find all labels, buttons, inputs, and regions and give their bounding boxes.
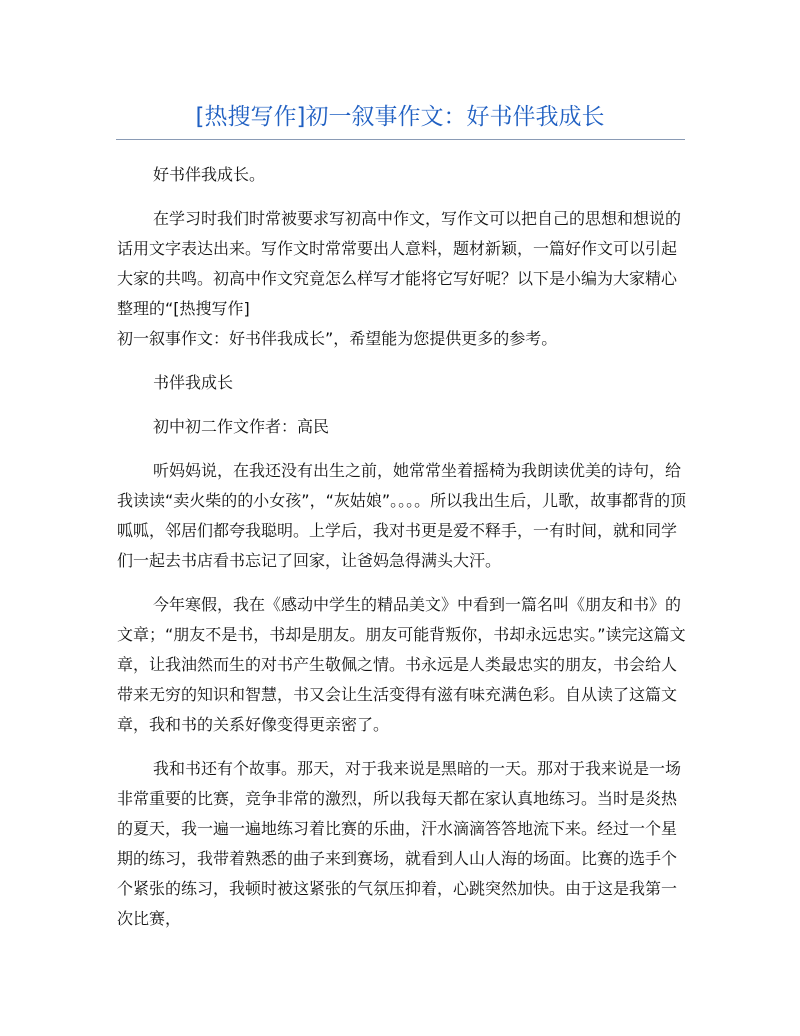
paragraph-text: 听妈妈说，在我还没有出生之前，她常常坐着摇椅为我朗读优美的诗句，给我读读“卖火柴的的小女孩”，“灰姑娘”。。。。所以我出生后，儿歌，故事都背的顶呱呱，邻居们都夸我聪明。上学后，我对书更是爱不释手，一有时间，就和同学们一起去书店看书忘记了回家，让爸妈急得满头大汗。 — [117, 461, 687, 570]
paragraph — [117, 754, 689, 934]
document-body — [117, 160, 689, 948]
title-divider — [116, 139, 685, 140]
paragraph-text: 初中初二作文作者：高民 — [153, 417, 330, 436]
paragraph — [117, 204, 689, 354]
paragraph-text: 在学习时我们时常被要求写初高中作文，写作文可以把自己的思想和想说的话用文字表达出来。写作文时常常要出人意料，题材新颖，一篇好作文可以引起大家的共鸣。初高中作文究竟怎么样写才能将它写好呢？以下是小编为大家精心整理的“[热搜写作] — [117, 209, 682, 318]
document-title: [热搜写作]初一叙事作文：好书伴我成长 — [195, 104, 605, 130]
paragraph — [117, 456, 689, 576]
paragraph-text: 今年寒假，我在《感动中学生的精品美文》中看到一篇名叫《朋友和书》的文章；“朋友不是书，书却是朋友。朋友可能背叛你，书却永远忠实。”读完这篇文章，让我油然而生的对书产生敬佩之情。书永远是人类最忠实的朋友，书会给人带来无穷的知识和智慧，书又会让生活变得有滋有味充满色彩。自从读了这篇文章，我和书的关系好像变得更亲密了。 — [117, 595, 686, 734]
paragraph — [117, 590, 689, 740]
paragraph-text: 好书伴我成长。 — [153, 165, 266, 184]
paragraph-text: 书伴我成长 — [153, 373, 234, 392]
paragraph-text: 我和书还有个故事。那天，对于我来说是黑暗的一天。那对于我来说是一场非常重要的比赛，竞争非常的激烈，所以我每天都在家认真地练习。当时是炎热的夏天，我一遍一遍地练习着比赛的乐曲，汗水滴滴答答地流下来。经过一个星期的练习，我带着熟悉的曲子来到赛场，就看到人山人海的场面。比赛的选手个个紧张的练习，我顿时被这紧张的气氛压抑着，心跳突然加快。由于这是我第一次比赛， — [117, 759, 682, 928]
paragraph — [117, 160, 689, 190]
paragraph — [117, 412, 689, 442]
paragraph — [117, 368, 689, 398]
paragraph-text-continued: 初一叙事作文：好书伴我成长”，希望能为您提供更多的参考。 — [117, 329, 558, 348]
